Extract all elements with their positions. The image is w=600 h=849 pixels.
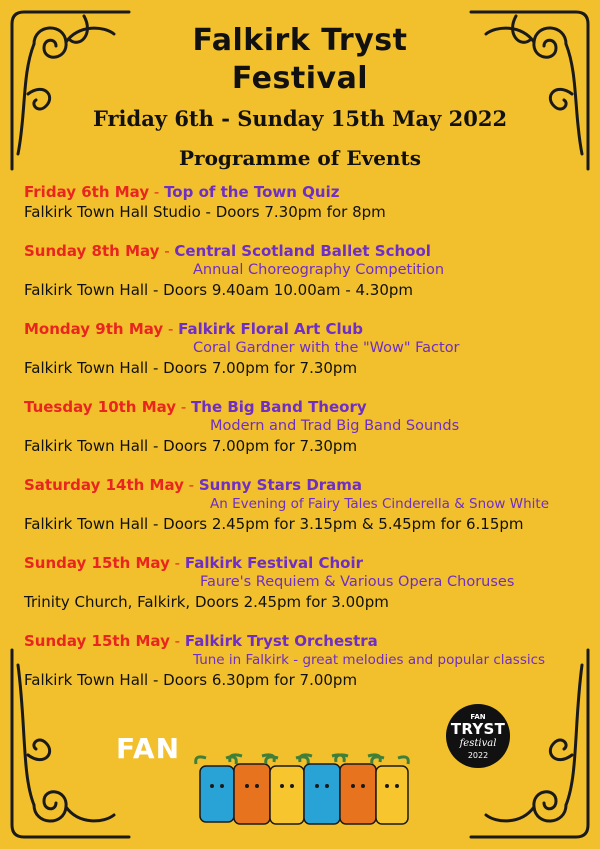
event-item [24,319,589,378]
event-name: Falkirk Festival Choir [184,554,364,572]
event-subtitle: Annual Choreography Competition [193,262,445,278]
event-date: Sunday 15th May [24,554,170,572]
event-item [24,631,589,690]
event-name: Falkirk Tryst Orchestra [184,632,378,650]
event-name: The Big Band Theory [191,398,367,416]
poster-title [100,22,500,98]
event-separator: - [169,554,185,572]
badge-fan-text: FAN [470,713,486,721]
event-date: Sunday 15th May [24,632,170,650]
badge-tryst-text: TRYST [450,720,506,738]
event-header [24,319,589,339]
event-separator: - [163,320,179,338]
event-separator: - [149,183,165,201]
event-list [24,182,589,709]
event-venue: Falkirk Town Hall - Doors 7.00pm for 7.30pm [24,437,358,455]
event-item [24,475,589,534]
event-header [24,631,589,651]
event-date: Monday 9th May [24,320,164,338]
event-date: Saturday 14th May [24,476,184,494]
badge-festival-text: festival [459,738,497,749]
event-header [24,182,589,202]
event-header [24,241,589,261]
event-item [24,241,589,300]
event-venue: Trinity Church, Falkirk, Doors 2.45pm for 3.00pm [24,593,389,611]
badge-year-text: 2022 [467,751,489,760]
event-subtitle: Modern and Trad Big Band Sounds [210,418,460,434]
event-item [24,553,589,612]
event-separator: - [159,242,175,260]
event-name: Falkirk Floral Art Club [178,320,364,338]
programme-heading: Programme of Events [179,146,421,170]
event-separator: - [169,632,185,650]
event-venue: Falkirk Town Hall - Doors 9.40am 10.00am - 4.30pm [24,281,414,299]
event-date: Tuesday 10th May [24,398,177,416]
event-venue: Falkirk Town Hall - Doors 7.00pm for 7.30pm [24,359,358,377]
event-name: Central Scotland Ballet School [174,242,431,260]
event-item [24,397,589,456]
event-subtitle: Faure's Requiem & Various Opera Choruses [200,574,515,590]
event-venue: Falkirk Town Hall - Doors 2.45pm for 3.15pm & 5.45pm for 6.15pm [24,515,524,533]
festival-dates: Friday 6th - Sunday 15th May 2022 [92,106,508,131]
event-header [24,397,589,417]
event-date: Friday 6th May [24,183,150,201]
title-line-1: Falkirk Tryst [192,23,408,58]
title-line-2: Festival [231,61,369,96]
event-venue: Falkirk Town Hall Studio - Doors 7.30pm for 8pm [24,203,386,221]
event-separator: - [176,398,192,416]
fan-logo: FAN [116,732,181,765]
event-name: Top of the Town Quiz [164,183,340,201]
event-date: Sunday 8th May [24,242,160,260]
tryst-festival-badge [446,704,510,768]
event-subtitle: Coral Gardner with the "Wow" Factor [193,340,460,356]
event-item [24,182,589,222]
event-name: Sunny Stars Drama [198,476,363,494]
event-venue: Falkirk Town Hall - Doors 6.30pm for 7.00pm [24,671,358,689]
event-subtitle: Tune in Falkirk - great melodies and popular classics [193,652,546,668]
event-subtitle: An Evening of Fairy Tales Cinderella & Snow White [210,496,550,512]
highland-cows-illustration [192,752,412,832]
event-header [24,475,589,495]
event-separator: - [183,476,199,494]
event-header [24,553,589,573]
